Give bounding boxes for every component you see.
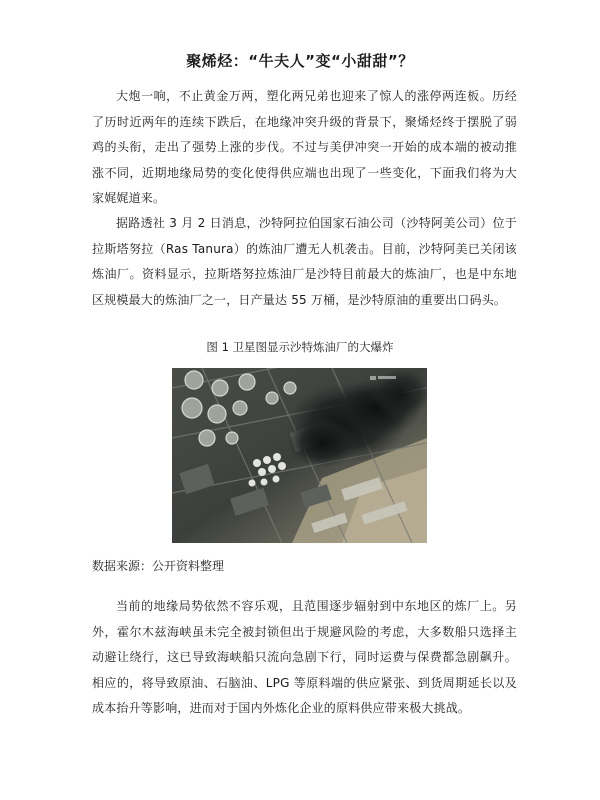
paragraph-reuters-news: 据路透社 3 月 2 日消息，沙特阿拉伯国家石油公司（沙特阿美公司）位于拉斯塔努拉（Ras Tanura）的炼油厂遭无人机袭击。目前，沙特阿美已关闭该炼油厂。资料显示，拉斯塔努拉炼油厂是沙特目前最大的炼油厂，也是中东地区规模最大的炼油厂之一，日产量达 55 万桶，是沙特原油的重要出口码头。 xyxy=(92,216,517,307)
paragraph-geopolitics: 当前的地缘局势依然不容乐观，且范围逐步辐射到中东地区的炼厂上。另外，霍尔木兹海峡虽未完全被封锁但出于规避风险的考虑，大多数船只选择主动避让绕行，这已导致海峡船只流向急剧下行，同时运费与保费都急剧飙升。相应的，将导致原油、石脑油、LPG 等原料端的供应紧张、到货周期延长以及成本抬升等影响，进而对于国内外炼化企业的原料供应带来极大挑战。 xyxy=(92,599,517,715)
article-title: 聚烯烃：“牛夫人”变“小甜甜”？ xyxy=(186,52,414,70)
figure-caption: 图 1 卫星图显示沙特炼油厂的大爆炸 xyxy=(206,340,394,354)
data-source-note: 数据来源：公开资料整理 xyxy=(92,559,225,573)
satellite-image xyxy=(172,368,427,543)
paragraph-intro: 大炮一响，不止黄金万两，塑化两兄弟也迎来了惊人的涨停两连板。历经了历时近两年的连续下跌后，在地缘冲突升级的背景下，聚烯烃终于摆脱了弱鸡的头衔，走出了强势上涨的步伐。不过与美伊冲突一开始的成本端的被动推涨不同，近期地缘局势的变化使得供应端也出现了一些变化，下面我们将为大家娓娓道来。 xyxy=(92,89,517,205)
satellite-photo-refinery-smoke xyxy=(172,368,427,543)
